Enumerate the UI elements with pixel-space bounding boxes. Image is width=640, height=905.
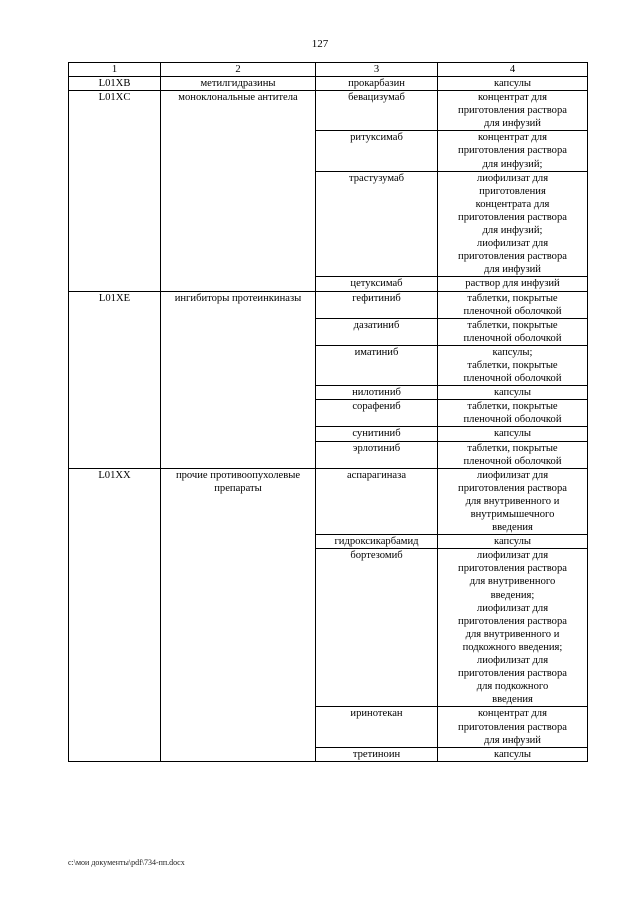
file-path-footer: c:\мои документы\pdf\734-пп.docx xyxy=(68,858,185,867)
group-name-cell: прочие противоопухолевые препараты xyxy=(161,468,316,761)
drug-name-cell: иматиниб xyxy=(316,345,438,385)
dosage-form-line: концентрат для xyxy=(478,708,547,720)
dosage-form-line: приготовления раствора xyxy=(458,668,567,680)
drug-name-cell: эрлотиниб xyxy=(316,441,438,468)
dosage-form-line: лиофилизат для xyxy=(476,655,549,667)
drug-name-cell: гефитиниб xyxy=(316,291,438,318)
dosage-form-line: лиофилизат для xyxy=(476,602,549,614)
dosage-form-cell xyxy=(438,345,588,385)
atc-code-cell: L01XX xyxy=(69,468,161,761)
drug-name-cell: дазатиниб xyxy=(316,318,438,345)
dosage-form-cell xyxy=(438,747,588,761)
dosage-form-line: таблетки, покрытые xyxy=(467,442,558,454)
column-header: 1 xyxy=(69,63,161,77)
drug-name-cell: прокарбазин xyxy=(316,77,438,91)
dosage-form-line: для внутривенного xyxy=(469,576,556,588)
dosage-form-line: концентрата для xyxy=(475,198,550,210)
dosage-form-line: введения xyxy=(492,522,533,534)
dosage-form-cell xyxy=(438,171,588,277)
table-row xyxy=(69,468,588,534)
dosage-form-cell xyxy=(438,277,588,291)
dosage-form-line: лиофилизат для xyxy=(476,172,549,184)
dosage-form-line: для внутривенного и xyxy=(465,495,560,507)
dosage-form-line: пленочной оболочкой xyxy=(463,373,562,385)
dosage-form-line: внутримышечного xyxy=(470,509,555,520)
page-number: 127 xyxy=(311,38,329,50)
dosage-form-cell xyxy=(438,131,588,171)
dosage-form-line: приготовления раствора xyxy=(458,251,567,263)
dosage-form-line: для подкожного xyxy=(476,681,549,693)
dosage-form-line: для инфузий xyxy=(484,264,541,276)
dosage-form-line: капсулы xyxy=(493,536,531,548)
dosage-form-cell xyxy=(438,91,588,131)
dosage-form-line: для инфузий xyxy=(484,734,541,746)
group-name-cell: моноклональные антитела xyxy=(161,91,316,291)
dosage-form-line: для инфузий; xyxy=(482,158,543,170)
drug-name-cell: сунитиниб xyxy=(316,427,438,441)
table-row xyxy=(69,291,588,318)
drug-name-cell: третиноин xyxy=(316,747,438,761)
dosage-form-line: приготовления раствора xyxy=(458,482,567,494)
dosage-form-line: лиофилизат для xyxy=(476,469,549,481)
dosage-form-line: для инфузий; xyxy=(482,225,543,237)
dosage-form-line: пленочной оболочкой xyxy=(463,455,562,467)
dosage-form-line: пленочной оболочкой xyxy=(463,414,562,426)
drug-name-cell: бортезомиб xyxy=(316,549,438,707)
dosage-form-cell xyxy=(438,549,588,707)
dosage-form-cell xyxy=(438,400,588,427)
column-header: 3 xyxy=(316,63,438,77)
dosage-form-line: таблетки, покрытые xyxy=(467,401,558,413)
dosage-form-line: лиофилизат для xyxy=(476,238,549,250)
drug-name-cell: ритуксимаб xyxy=(316,131,438,171)
group-name-cell: метилгидразины xyxy=(161,77,316,91)
dosage-form-cell xyxy=(438,386,588,400)
dosage-form-line: приготовления раствора xyxy=(458,721,567,733)
dosage-form-line: концентрат для xyxy=(478,92,547,104)
drug-name-cell: трастузумаб xyxy=(316,171,438,277)
atc-code-cell: L01XC xyxy=(69,91,161,291)
dosage-form-line: капсулы xyxy=(493,78,531,89)
drug-name-cell: нилотиниб xyxy=(316,386,438,400)
drug-name-cell: сорафениб xyxy=(316,400,438,427)
atc-code-cell: L01XB xyxy=(69,77,161,91)
drug-name-cell: бевацизумаб xyxy=(316,91,438,131)
dosage-form-cell xyxy=(438,318,588,345)
dosage-form-cell xyxy=(438,77,588,91)
drug-name-cell: гидроксикарбамид xyxy=(316,535,438,549)
dosage-form-line: приготовления раствора xyxy=(458,615,567,627)
column-header: 2 xyxy=(161,63,316,77)
dosage-form-line: капсулы xyxy=(493,428,531,440)
dosage-form-line: капсулы; xyxy=(492,346,533,358)
dosage-form-cell xyxy=(438,427,588,441)
table-row xyxy=(69,91,588,131)
dosage-form-line: приготовления раствора xyxy=(458,211,567,223)
dosage-form-cell xyxy=(438,535,588,549)
dosage-form-line: подкожного введения; xyxy=(462,641,563,653)
dosage-form-cell xyxy=(438,468,588,534)
column-header: 4 xyxy=(438,63,588,77)
drug-name-cell: цетуксимаб xyxy=(316,277,438,291)
dosage-form-line: для внутривенного и xyxy=(465,628,560,640)
drug-name-cell: иринотекан xyxy=(316,707,438,747)
dosage-form-line: пленочной оболочкой xyxy=(463,332,562,344)
dosage-form-line: приготовления раствора xyxy=(458,145,567,157)
dosage-form-line: приготовления xyxy=(479,185,546,197)
dosage-form-cell xyxy=(438,291,588,318)
atc-code-cell: L01XE xyxy=(69,291,161,468)
drug-name-cell: аспарагиназа xyxy=(316,468,438,534)
group-name-cell: ингибиторы протеинкиназы xyxy=(161,291,316,468)
dosage-form-line: введения xyxy=(492,694,533,706)
table-header-row xyxy=(69,63,588,77)
dosage-form-line: приготовления раствора xyxy=(458,563,567,575)
dosage-form-line: таблетки, покрытые xyxy=(467,319,558,331)
dosage-form-line: приготовления раствора xyxy=(458,105,567,117)
dosage-form-cell xyxy=(438,707,588,747)
dosage-form-line: пленочной оболочкой xyxy=(463,305,562,317)
table-row xyxy=(69,77,588,91)
drug-table xyxy=(68,62,588,762)
dosage-form-line: раствор для инфузий xyxy=(465,278,560,290)
dosage-form-line: капсулы xyxy=(493,748,531,760)
dosage-form-line: таблетки, покрытые xyxy=(467,359,558,371)
dosage-form-line: введения; xyxy=(490,589,535,601)
dosage-form-line: таблетки, покрытые xyxy=(467,292,558,304)
dosage-form-line: концентрат для xyxy=(478,132,547,144)
dosage-form-line: капсулы xyxy=(493,387,531,399)
dosage-form-cell xyxy=(438,441,588,468)
dosage-form-line: для инфузий xyxy=(484,118,541,130)
dosage-form-line: лиофилизат для xyxy=(476,550,549,562)
